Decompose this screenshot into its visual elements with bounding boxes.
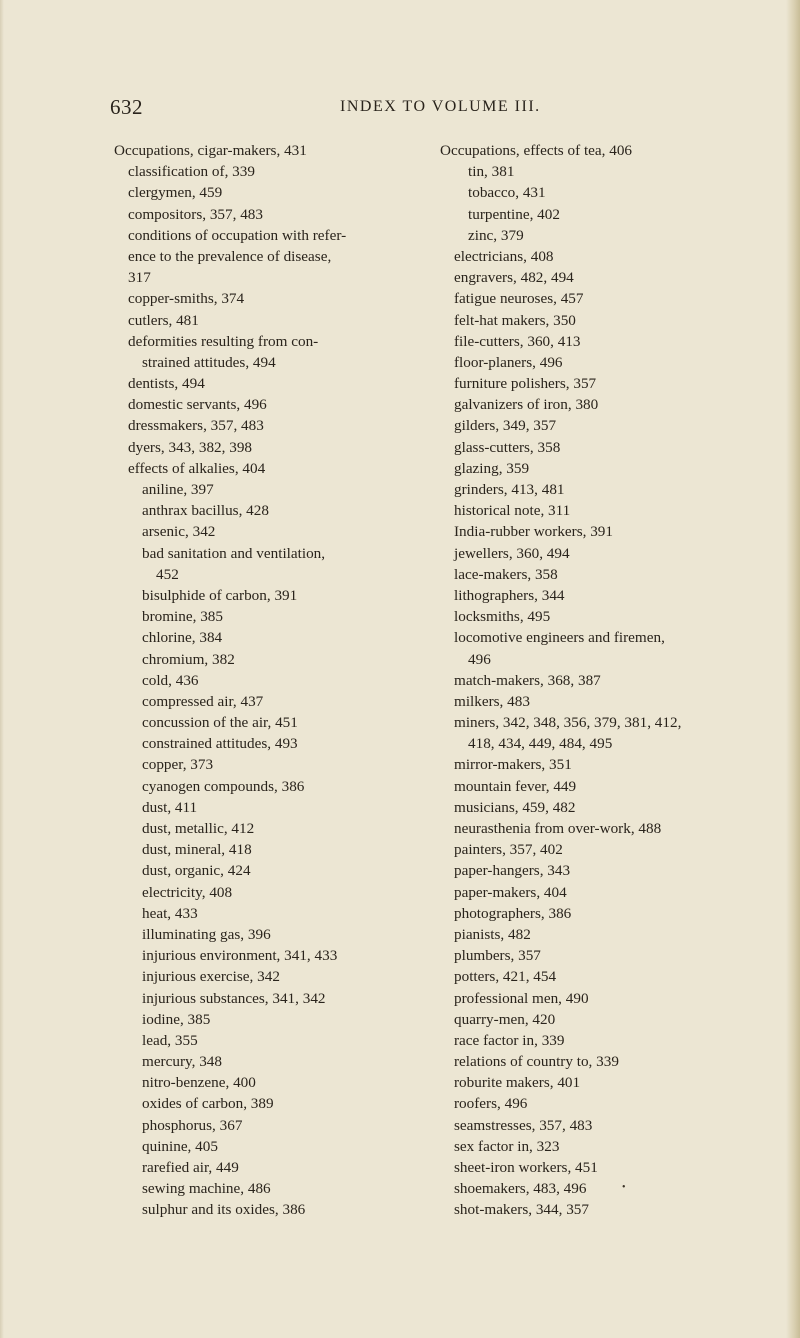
index-entry: file-cutters, 360, 413 xyxy=(454,332,581,350)
index-entry: tin, 381 xyxy=(468,163,515,181)
index-entry: India-rubber workers, 391 xyxy=(454,523,613,541)
index-entry: injurious substances, 341, 342 xyxy=(142,989,326,1007)
index-entry: electricity, 408 xyxy=(142,883,233,901)
index-entry: fatigue neuroses, 457 xyxy=(454,290,584,308)
index-entry: pianists, 482 xyxy=(454,925,531,943)
index-column-left xyxy=(114,140,444,1221)
index-entry: injurious environment, 341, 433 xyxy=(142,947,338,965)
index-entry: shot-makers, 344, 357 xyxy=(454,1201,589,1219)
index-entry: dust, 411 xyxy=(142,798,198,816)
index-entry: 496 xyxy=(468,650,491,668)
index-entry: sewing machine, 486 xyxy=(142,1180,271,1198)
page-number: 632 xyxy=(110,95,143,119)
index-entry: ence to the prevalence of disease, xyxy=(128,247,332,265)
index-entry: quinine, 405 xyxy=(142,1137,218,1155)
index-entry: lead, 355 xyxy=(142,1031,198,1049)
index-entry: classification of, 339 xyxy=(128,163,255,181)
index-entry: lithographers, 344 xyxy=(454,586,565,604)
index-entry: deformities resulting from con- xyxy=(128,332,319,350)
index-entry: concussion of the air, 451 xyxy=(142,714,298,732)
index-entry: milkers, 483 xyxy=(454,692,530,710)
index-entry: copper-smiths, 374 xyxy=(128,290,245,308)
index-entry: race factor in, 339 xyxy=(454,1031,565,1049)
index-entry: bad sanitation and ventilation, xyxy=(142,544,326,562)
index-entry: effects of alkalies, 404 xyxy=(128,459,266,477)
index-entry: glazing, 359 xyxy=(454,459,530,477)
index-column-right xyxy=(440,140,795,1221)
index-entry: heat, 433 xyxy=(142,904,198,922)
index-entry: aniline, 397 xyxy=(142,481,214,498)
index-entry: painters, 357, 402 xyxy=(454,841,563,859)
index-entry: copper, 373 xyxy=(142,756,214,774)
index-entry: sulphur and its oxides, 386 xyxy=(142,1201,306,1219)
index-entry: mirror-makers, 351 xyxy=(454,756,572,774)
index-entry: photographers, 386 xyxy=(454,904,572,922)
index-entry: match-makers, 368, 387 xyxy=(454,671,601,689)
index-entry: engravers, 482, 494 xyxy=(454,269,574,287)
index-entry: jewellers, 360, 494 xyxy=(454,544,570,562)
index-entry: strained attitudes, 494 xyxy=(142,353,276,371)
index-entry: chlorine, 384 xyxy=(142,629,223,647)
index-entry: locomotive engineers and firemen, xyxy=(454,629,665,647)
page-edge-left xyxy=(0,0,4,1338)
index-entry: turpentine, 402 xyxy=(468,205,560,223)
index-entry: arsenic, 342 xyxy=(142,523,216,541)
index-entry: chromium, 382 xyxy=(142,650,235,668)
index-entry: anthrax bacillus, 428 xyxy=(142,502,269,520)
index-entry: dust, mineral, 418 xyxy=(142,841,252,859)
index-entry: mountain fever, 449 xyxy=(454,777,577,795)
index-entry: bisulphide of carbon, 391 xyxy=(142,586,298,604)
index-entry: conditions of occupation with refer- xyxy=(128,226,347,244)
index-entry: musicians, 459, 482 xyxy=(454,798,576,816)
index-entry: dyers, 343, 382, 398 xyxy=(128,438,253,456)
index-entry: compressed air, 437 xyxy=(142,692,264,710)
index-entry: electricians, 408 xyxy=(454,247,554,265)
index-entry: phosphorus, 367 xyxy=(142,1116,243,1134)
index-entry: compositors, 357, 483 xyxy=(128,205,263,223)
index-entry: Occupations, effects of tea, 406 xyxy=(440,142,633,159)
index-entry: glass-cutters, 358 xyxy=(454,438,561,456)
index-entry: professional men, 490 xyxy=(454,989,589,1007)
index-entry: dust, organic, 424 xyxy=(142,862,251,880)
index-entry: cyanogen compounds, 386 xyxy=(142,777,305,795)
index-entry: quarry-men, 420 xyxy=(454,1010,556,1028)
running-head: INDEX TO VOLUME III. xyxy=(340,98,541,115)
page-header xyxy=(110,95,710,125)
index-entry: 317 xyxy=(128,269,151,287)
index-entry: 418, 434, 449, 484, 495 xyxy=(468,735,613,753)
index-entry: relations of country to, 339 xyxy=(454,1053,619,1071)
index-entry: paper-makers, 404 xyxy=(454,883,567,901)
index-entry: galvanizers of iron, 380 xyxy=(454,396,599,414)
index-entry: rarefied air, 449 xyxy=(142,1159,239,1176)
index-entry: tobacco, 431 xyxy=(468,184,546,202)
index-entry: historical note, 311 xyxy=(454,502,571,520)
index-entry: constrained attitudes, 493 xyxy=(142,735,298,753)
index-entry: 452 xyxy=(156,565,179,583)
index-entry: felt-hat makers, 350 xyxy=(454,311,576,329)
index-entry: neurasthenia from over-work, 488 xyxy=(454,820,662,837)
index-entry: zinc, 379 xyxy=(468,226,524,244)
index-entry: bromine, 385 xyxy=(142,608,223,626)
index-entry: potters, 421, 454 xyxy=(454,968,557,986)
index-entry: dust, metallic, 412 xyxy=(142,820,255,837)
index-entry: cutlers, 481 xyxy=(128,311,199,329)
index-entry: clergymen, 459 xyxy=(128,184,223,202)
index-entry: miners, 342, 348, 356, 379, 381, 412, xyxy=(454,714,682,732)
index-entry: cold, 436 xyxy=(142,671,199,689)
index-entry: illuminating gas, 396 xyxy=(142,925,271,943)
index-entry: iodine, 385 xyxy=(142,1010,211,1028)
index-entry: grinders, 413, 481 xyxy=(454,481,565,498)
index-entry: Occupations, cigar-makers, 431 xyxy=(114,142,307,159)
index-entry: shoemakers, 483, 496 xyxy=(454,1180,587,1198)
index-entry: domestic servants, 496 xyxy=(128,396,267,414)
index-entry: sheet-iron workers, 451 xyxy=(454,1159,598,1176)
index-entry: sex factor in, 323 xyxy=(454,1137,560,1155)
index-entry: plumbers, 357 xyxy=(454,947,541,965)
index-entry: lace-makers, 358 xyxy=(454,565,558,583)
index-entry: locksmiths, 495 xyxy=(454,608,551,626)
index-entry: furniture polishers, 357 xyxy=(454,375,597,393)
index-entry: dressmakers, 357, 483 xyxy=(128,417,264,435)
index-entry: roofers, 496 xyxy=(454,1095,528,1113)
index-entry: seamstresses, 357, 483 xyxy=(454,1116,593,1134)
index-entry: dentists, 494 xyxy=(128,375,205,393)
print-mark: • xyxy=(622,1182,626,1193)
index-entry: oxides of carbon, 389 xyxy=(142,1095,274,1113)
index-entry: injurious exercise, 342 xyxy=(142,968,280,986)
index-entry: paper-hangers, 343 xyxy=(454,862,571,880)
index-entry: floor-planers, 496 xyxy=(454,353,563,371)
index-entry: roburite makers, 401 xyxy=(454,1074,581,1092)
index-entry: gilders, 349, 357 xyxy=(454,417,557,435)
index-entry: mercury, 348 xyxy=(142,1053,222,1071)
index-entry: nitro-benzene, 400 xyxy=(142,1074,256,1092)
